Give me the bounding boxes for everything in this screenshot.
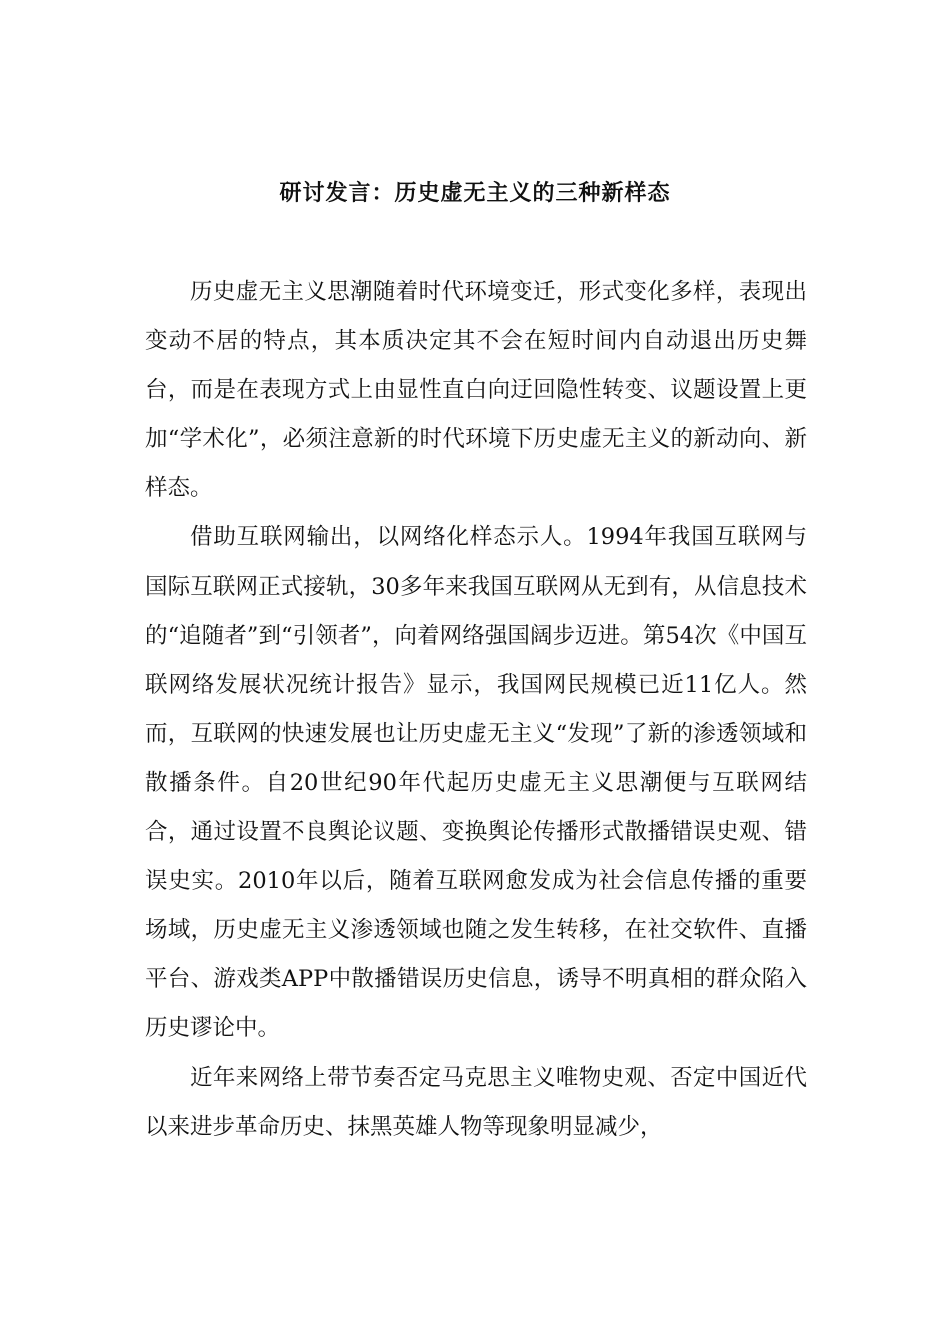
paragraph-1: 历史虚无主义思潮随着时代环境变迁，形式变化多样，表现出变动不居的特点，其本质决定其不会在短时间内自动退出历史舞台，而是在表现方式上由显性直白向迂回隐性转变、议题设置上更加“学术化”，必须注意新的时代环境下历史虚无主义的新动向、新样态。 xyxy=(145,279,807,502)
document-body xyxy=(145,268,807,1152)
document-title: 研讨发言：历史虚无主义的三种新样态 xyxy=(279,179,671,206)
paragraph-2: 借助互联网输出，以网络化样态示人。1994年我国互联网与国际互联网正式接轨，30多年来我国互联网从无到有，从信息技术的“追随者”到“引领者”，向着网络强国阔步迈进。第54次《中国互联网络发展状况统计报告》显示，我国网民规模已近11亿人。然而，互联网的快速发展也让历史虚无主义“发现”了新的渗透领域和散播条件。自20世纪90年代起历史虚无主义思潮便与互联网结合，通过设置不良舆论议题、变换舆论传播形式散播错误史观、错误史实。2010年以后，随着互联网愈发成为社会信息传播的重要场域，历史虚无主义渗透领域也随之发生转移，在社交软件、直播平台、游戏类APP中散播错误历史信息，诱导不明真相的群众陷入历史谬论中。 xyxy=(145,524,807,1042)
paragraph-3: 近年来网络上带节奏否定马克思主义唯物史观、否定中国近代以来进步革命历史、抹黑英雄人物等现象明显减少， xyxy=(145,1064,807,1140)
